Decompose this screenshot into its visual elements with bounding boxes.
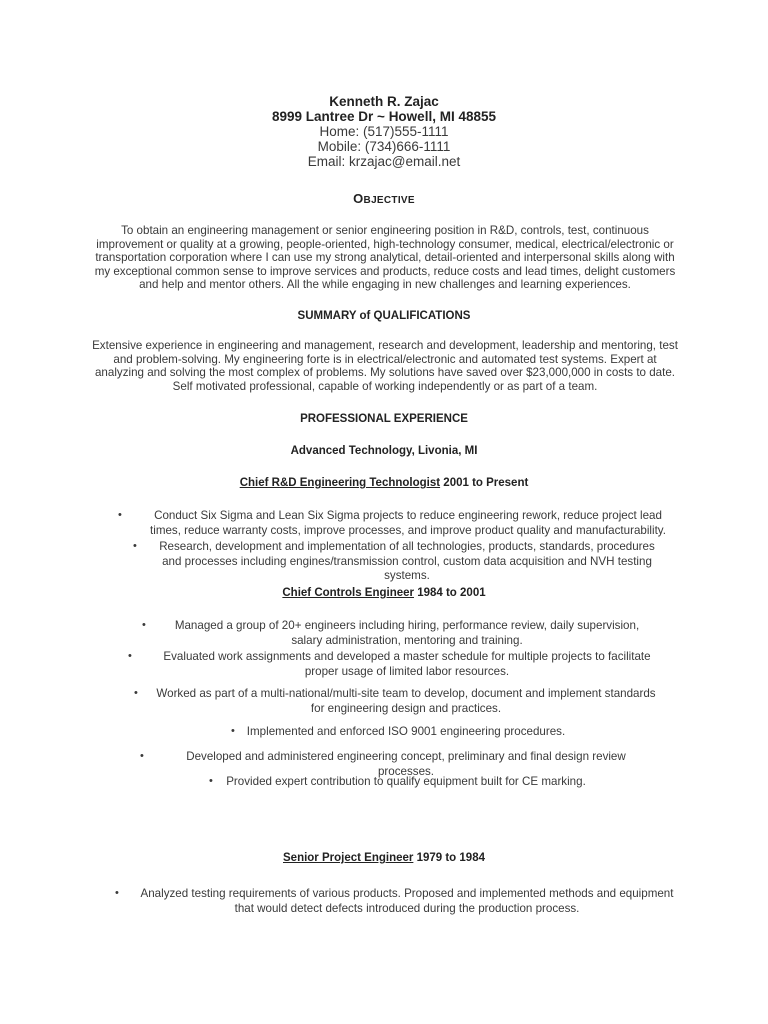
bullet-icon: • <box>128 650 132 662</box>
company-name: Advanced Technology, Livonia, MI <box>290 445 478 457</box>
bullet-icon: • <box>115 887 119 899</box>
job-dates: 2001 to Present <box>443 477 529 489</box>
job-bullet: Evaluated work assignments and developed a master schedule for multiple projects to facilitate proper usage of limited labor resources. <box>163 650 651 678</box>
experience-heading: PROFESSIONAL EXPERIENCE <box>300 413 468 425</box>
job-bullet: Implemented and enforced ISO 9001 engineering procedures. <box>246 725 566 738</box>
bullet-icon: • <box>231 725 235 737</box>
job-title: Chief R&D Engineering Technologist <box>239 477 441 489</box>
job-heading-3 <box>0 852 768 864</box>
objective-heading-initial: O <box>353 191 364 206</box>
job-heading-1 <box>0 477 768 489</box>
home-phone: Home: (517)555-1111 <box>319 124 449 139</box>
summary-heading: SUMMARY of QUALIFICATIONS <box>297 310 471 322</box>
bullet-icon: • <box>118 509 122 521</box>
summary-text: Extensive experience in engineering and management, research and development, leadership and mentoring, test and problem-solving. My engineering forte is in electrical/electronic and automated test systems. Expert at analyzing and solving the most complex of problems. My solutions have saved over $23,000,000 in costs to date. Self motivated professional, capable of working independently or as part of a team. <box>92 339 678 393</box>
job-bullet: Worked as part of a multi-national/multi-site team to develop, document and implement standards for engineering design and practices. <box>156 687 656 715</box>
bullet-icon: • <box>133 540 137 552</box>
job-title: Chief Controls Engineer <box>282 587 414 599</box>
job-heading-2 <box>0 587 768 599</box>
job-dates: 1984 to 2001 <box>417 587 486 599</box>
objective-text: To obtain an engineering management or senior engineering position in R&D, controls, test, continuous improvement or quality at a growing, people-oriented, high-technology consumer, medical, electrical/electronic or transportation corporation where I can use my strong analytical, detail-oriented and interpersonal skills along with my exceptional common sense to improve services and products, reduce costs and lead times, delight customers and help and mentor others. All the while engaging in new challenges and learning experiences. <box>94 224 676 292</box>
mobile-phone: Mobile: (734)666-1111 <box>317 139 451 154</box>
job-dates: 1979 to 1984 <box>416 852 485 864</box>
bullet-icon: • <box>142 619 146 631</box>
job-bullet: Provided expert contribution to qualify equipment built for CE marking. <box>226 775 586 788</box>
candidate-name: Kenneth R. Zajac <box>329 94 439 109</box>
bullet-icon: • <box>140 750 144 762</box>
objective-heading <box>0 191 768 206</box>
job-bullet: Managed a group of 20+ engineers including hiring, performance review, daily supervision, salary administration, mentoring and training. <box>174 619 640 647</box>
job-title: Senior Project Engineer <box>283 852 414 864</box>
address: 8999 Lantree Dr ~ Howell, MI 48855 <box>272 109 496 124</box>
job-bullet: Analyzed testing requirements of various products. Proposed and implemented methods and equipment that would detect defects introduced during the production process. <box>140 887 674 915</box>
job-bullet: Conduct Six Sigma and Lean Six Sigma projects to reduce engineering rework, reduce project lead times, reduce warranty costs, improve processes, and improve product quality and manufacturability. <box>150 509 666 537</box>
email: Email: krzajac@email.net <box>307 154 461 169</box>
job-bullet: Developed and administered engineering concept, preliminary and final design review processes. <box>186 750 626 778</box>
bullet-icon: • <box>209 775 213 787</box>
job-bullet: Research, development and implementation of all technologies, products, standards, procedures and processes including engines/transmission control, custom data acquisition and NVH testing systems. <box>159 540 655 582</box>
bullet-icon: • <box>134 687 138 699</box>
objective-heading-rest: BJECTIVE <box>363 195 415 206</box>
